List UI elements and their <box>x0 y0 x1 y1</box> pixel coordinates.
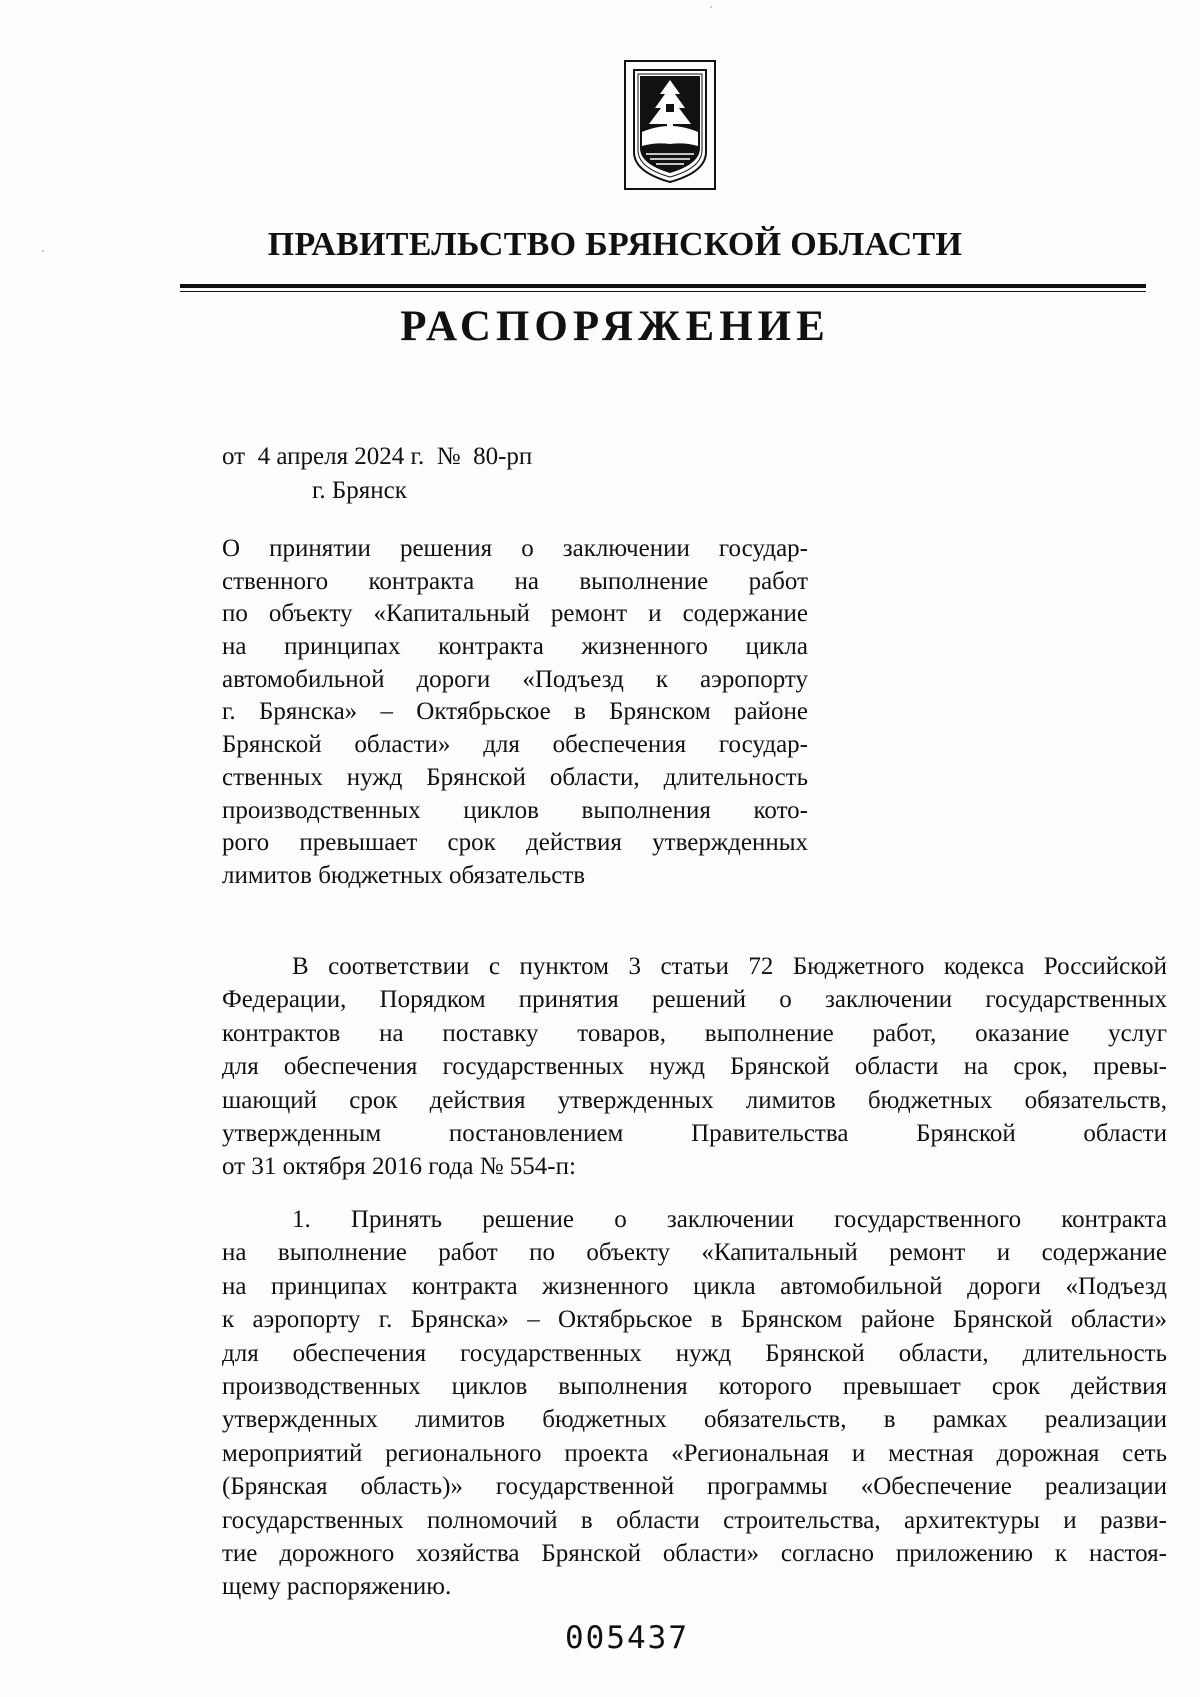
subject-line: О принятии решения о заключении государ- <box>222 535 808 562</box>
item-1-line: на выполнение работ по объекту «Капитальный ремонт и содержание <box>222 1239 1167 1267</box>
subject-line: на принципах контракта жизненного цикла <box>222 633 808 661</box>
preamble-line: Федерации, Порядком принятия решений о заключении государственных <box>222 986 1167 1014</box>
preamble-line: В соответствии с пунктом 3 статьи 72 Бюджетного кодекса Российской <box>292 953 1167 980</box>
item-1-line: щему распоряжению. <box>222 1573 452 1601</box>
scan-speck <box>710 6 712 8</box>
subject-line: ственного контракта на выполнение работ <box>222 567 808 595</box>
serial-number: 005437 <box>565 1620 689 1656</box>
preamble-line: шающий срок действия утвержденных лимитов бюджетных обязательств, <box>222 1086 1167 1114</box>
document-type-title: РАСПОРЯЖЕНИЕ <box>400 303 830 350</box>
item-1-line: тие дорожного хозяйства Брянской области» согласно приложению к настоя- <box>222 1539 1167 1567</box>
subject-line: Брянской области» для обеспечения государ- <box>222 731 808 759</box>
item-1-line: мероприятий регионального проекта «Региональная и местная дорожная сеть <box>222 1439 1167 1467</box>
subject-line: г. Брянска» – Октябрьское в Брянском районе <box>222 698 808 726</box>
subject-line: по объекту «Капитальный ремонт и содержание <box>222 600 808 628</box>
subject-line: рого превышает срок действия утвержденных <box>222 829 808 857</box>
item-1-paragraph <box>222 1203 1167 1604</box>
subject-line: автомобильной дороги «Подъезд к аэропорту <box>222 665 808 693</box>
city-line: г. Брянск <box>312 477 407 504</box>
item-1-line: утвержденных лимитов бюджетных обязательств, в рамках реализации <box>222 1406 1167 1434</box>
organization-title: ПРАВИТЕЛЬСТВО БРЯНСКОЙ ОБЛАСТИ <box>267 226 963 263</box>
preamble-line: от 31 октября 2016 года № 554-п: <box>222 1153 576 1181</box>
item-1-line: 1. Принять решение о заключении государственного контракта <box>292 1206 1167 1233</box>
preamble-line: утвержденным постановлением Правительства Брянской области <box>222 1119 1167 1147</box>
item-1-line: государственных полномочий в области строительства, архитектуры и разви- <box>222 1506 1167 1534</box>
item-1-line: производственных циклов выполнения которого превышает срок действия <box>222 1372 1167 1400</box>
subject-line: производственных циклов выполнения кото- <box>222 796 808 824</box>
preamble-line: контрактов на поставку товаров, выполнение работ, оказание услуг <box>222 1019 1167 1047</box>
header-rule-thin <box>180 291 1146 292</box>
item-1-line: для обеспечения государственных нужд Брянской области, длительность <box>222 1339 1167 1367</box>
subject-block <box>222 533 808 893</box>
preamble-line: для обеспечения государственных нужд Брянской области на срок, превы- <box>222 1053 1167 1081</box>
item-1-line: на принципах контракта жизненного цикла автомобильной дороги «Подъезд <box>222 1272 1167 1300</box>
subject-line: лимитов бюджетных обязательств <box>222 861 586 889</box>
date-number-line: от 4 апреля 2024 г. № 80-рп <box>222 443 533 470</box>
subject-line: ственных нужд Брянской области, длительность <box>222 763 808 791</box>
header-rule-thick <box>180 284 1146 288</box>
item-1-line: к аэропорту г. Брянска» – Октябрьское в Брянском районе Брянской области» <box>222 1306 1167 1334</box>
bryansk-coat-of-arms-icon <box>624 60 716 190</box>
item-1-line: (Брянская область)» государственной программы «Обеспечение реализации <box>222 1473 1167 1501</box>
preamble-paragraph <box>222 950 1167 1184</box>
